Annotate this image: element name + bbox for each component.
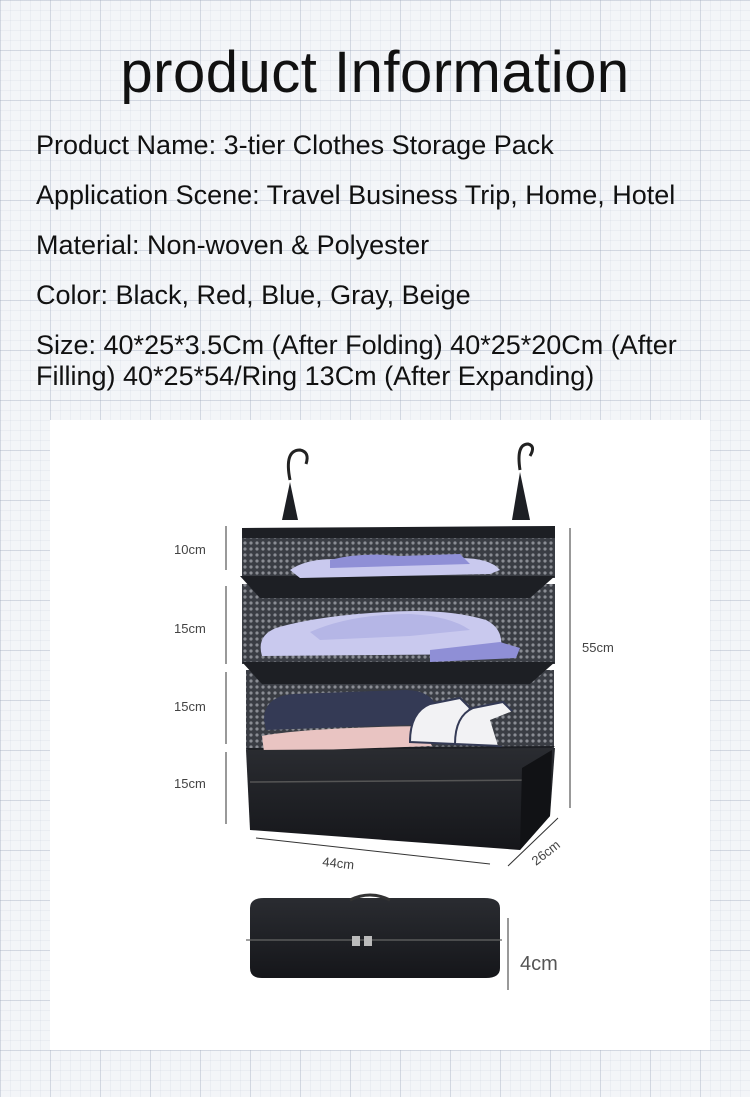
- page-title: product Information: [120, 40, 630, 105]
- hanger-left: [282, 450, 307, 520]
- tier-1-height-label: 10cm: [174, 542, 206, 557]
- folded-height-label: 4cm: [520, 953, 558, 975]
- folded-bag: [246, 895, 502, 978]
- top-panel: [242, 526, 555, 540]
- size-line: Size: 40*25*3.5Cm (After Folding) 40*25*20Cm (After Filling) 40*25*54/Ring 13Cm (After Expanding): [36, 330, 677, 391]
- tier-2-height-label: 15cm: [174, 621, 206, 636]
- color-line: Color: Black, Red, Blue, Gray, Beige: [36, 280, 471, 310]
- hanger-right: [512, 444, 533, 520]
- tier-3-height-label: 15cm: [174, 699, 206, 714]
- shelf-2: [242, 662, 555, 684]
- product-dimension-image: [50, 420, 710, 1050]
- material-line: Material: Non-woven & Polyester: [36, 230, 430, 260]
- application-scene-line: Application Scene: Travel Business Trip, Home, Hotel: [36, 180, 676, 210]
- tier-4-height-label: 15cm: [174, 776, 206, 791]
- product-illustration: [50, 420, 710, 1050]
- depth-label: 26cm: [528, 836, 563, 869]
- bottom-compartment: [246, 748, 555, 850]
- shelf-1: [240, 576, 555, 598]
- total-height-label: 55cm: [582, 640, 614, 655]
- product-name-line: Product Name: 3-tier Clothes Storage Pack: [36, 130, 554, 160]
- product-info-list: [36, 130, 726, 412]
- width-label: 44cm: [321, 854, 355, 873]
